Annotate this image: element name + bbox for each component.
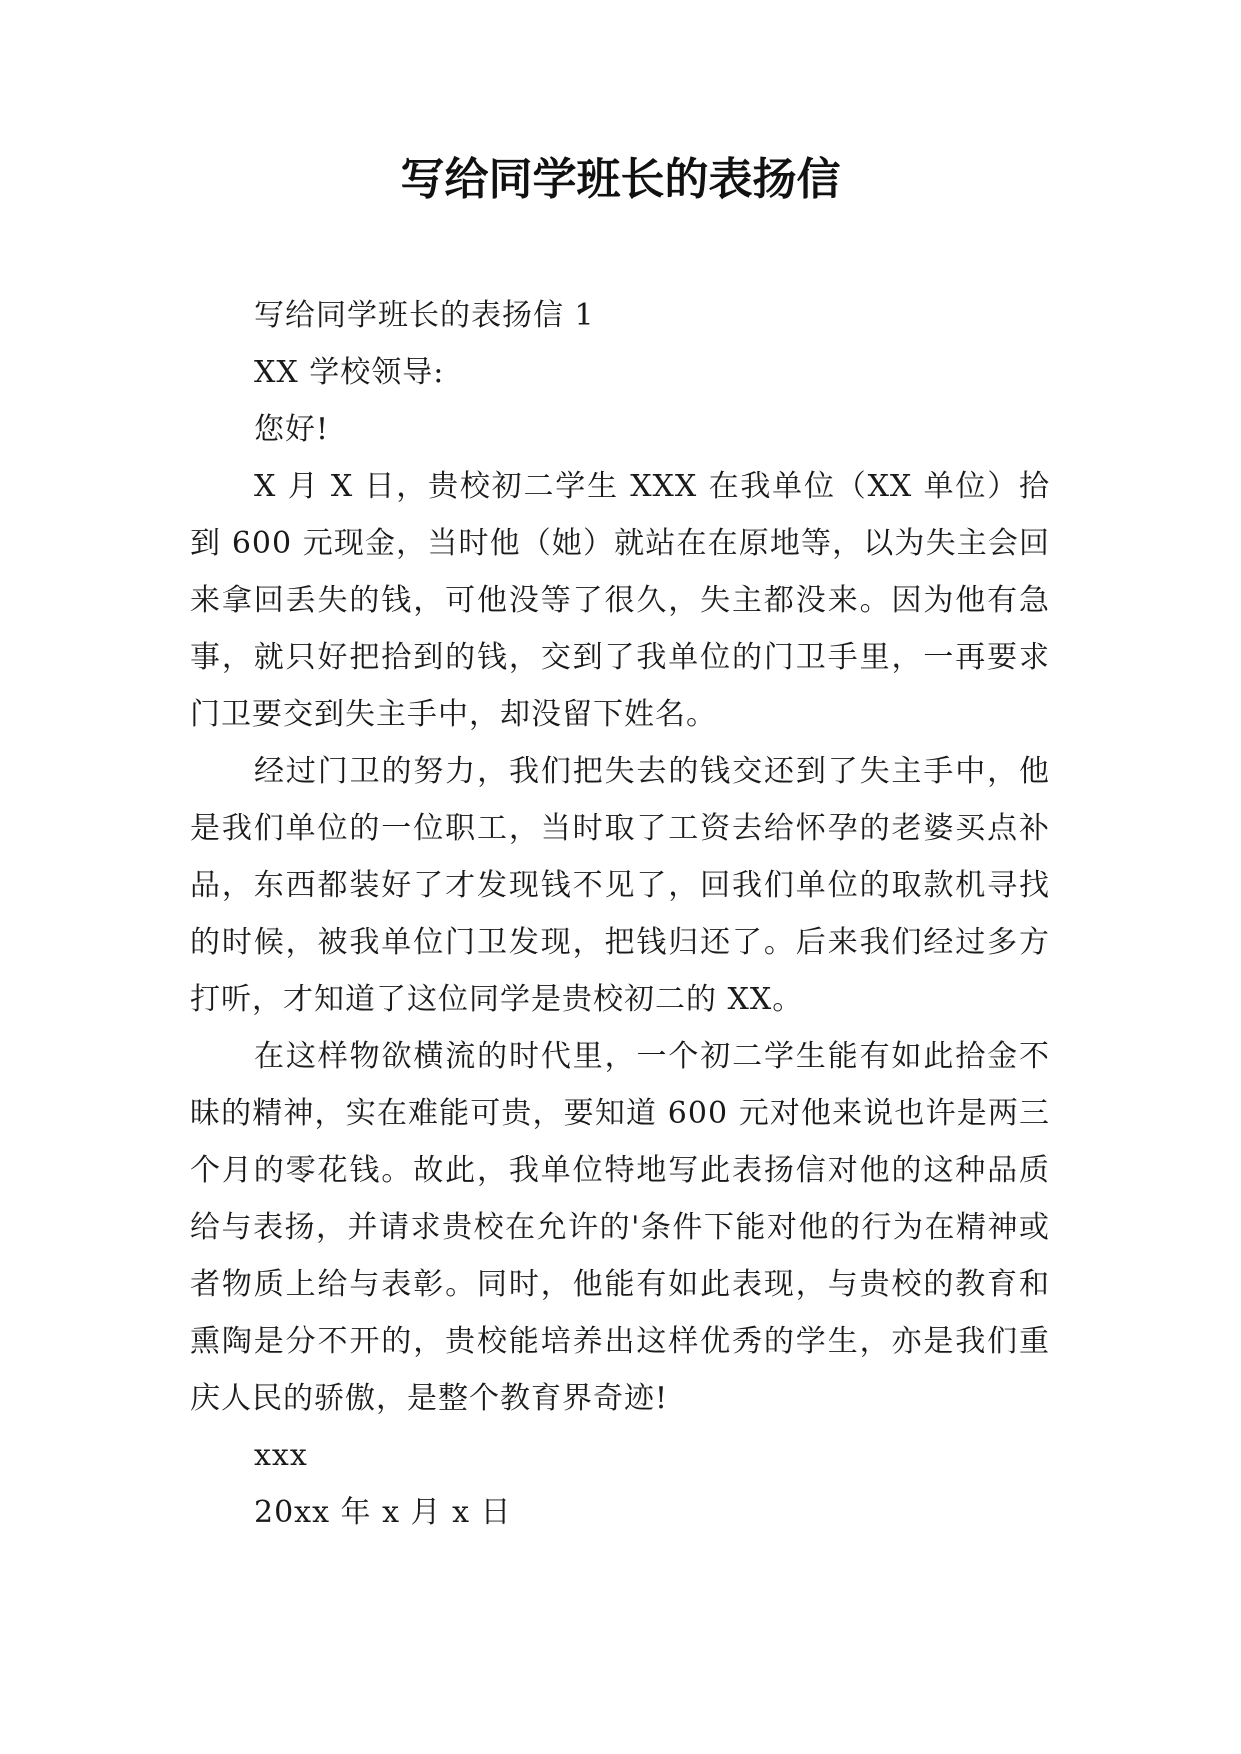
document-title: 写给同学班长的表扬信 xyxy=(400,154,841,205)
letter-date: 20xx 年 x 月 x 日 xyxy=(254,1495,512,1530)
letter-heading: 写给同学班长的表扬信 1 xyxy=(254,298,595,333)
signature-block xyxy=(190,1427,1050,1541)
paragraph-1: X 月 X 日，贵校初二学生 XXX 在我单位（XX 单位）拾到 600 元现金，当时他（她）就站在在原地等，以为失主会回来拿回丢失的钱，可他没等了很久，失主都没来。因为他有急事，就只好把拾到的钱，交到了我单位的门卫手里，一再要求门卫要交到失主手中，却没留下姓名。 xyxy=(190,469,1050,732)
document-body xyxy=(190,287,1050,1541)
letter-signature: xxx xyxy=(254,1438,308,1473)
paragraph-2: 经过门卫的努力，我们把失去的钱交还到了失主手中，他是我们单位的一位职工，当时取了工资去给怀孕的老婆买点补品，东西都装好了才发现钱不见了，回我们单位的取款机寻找的时候，被我单位门卫发现，把钱归还了。后来我们经过多方打听，才知道了这位同学是贵校初二的 XX。 xyxy=(190,754,1050,1017)
letter-greeting: 您好! xyxy=(254,412,330,447)
paragraph-3: 在这样物欲横流的时代里，一个初二学生能有如此拾金不昧的精神，实在难能可贵，要知道 600 元对他来说也许是两三个月的零花钱。故此，我单位特地写此表扬信对他的这种品质给与表扬，并请求贵校在允许的'条件下能对他的行为在精神或者物质上给与表彰。同时，他能有如此表现，与贵校的教育和熏陶是分不开的，贵校能培养出这样优秀的学生，亦是我们重庆人民的骄傲，是整个教育界奇迹! xyxy=(190,1039,1050,1416)
letter-salutation: XX 学校领导: xyxy=(254,355,445,390)
